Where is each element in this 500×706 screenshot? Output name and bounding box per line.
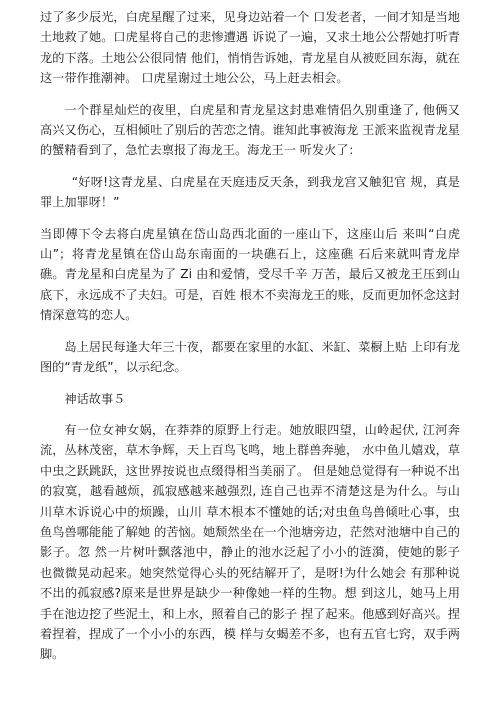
section-heading: 神话故事５ [64,391,126,406]
paragraph-3: 当即傅下令去将白虎星镇在岱山岛西北面的一座山下，这座山后 来叫“白虎山”；将青龙星镇在岱山岛东南面的一块礁石上，这座礁 石后来就叫青龙岸礁。青龙星和白虎星为了 Zi 由和爱情，受尽千辛 万苦，最后又被龙王压到山底下，永远成不了夫妇。可是，百姓 根木不卖海龙王的账，反而更加怀念这封情深意笃的恋人。 [40,226,460,323]
paragraph-1: 过了多少辰光，白虎星醒了过来，见身边站着一个 口发老者，一间才知是当地土地救了她。口虎星将自己的悲惨遭遇 诉说了一遍，又求土地公公帮她打听青龙的下落。土地公公很同情 他们，悄悄告诉她，青龙星自从被贬回东海，就在这一带作推潮神。 口虎星谢过土地公公，马上赶去相会。 [40,10,460,86]
quote-paragraph: “好呀!这青龙星、白虎星在天庭违反天条，到我龙宫又触犯官 规，真是罪上加罪呀！” [40,174,460,210]
paragraph-4: 岛上居民每逢大年三十夜，都要在家里的水缸、米缸、菜橱上贴 上印有龙图的“青龙纸”，以示纪念。 [40,339,460,375]
paragraph-5: 有一位女神女娲，在莽莽的原野上行走。她放眼四望，山岭起伏, 江河奔流，丛林茂密，草木争辉，天上百鸟飞鸣，地上群兽奔驰， 水中鱼儿嬉戏，草中虫之跃跳跃，这世界按说也点缀得相当美丽了。 但是她总觉得有一种说不出的寂寞，越看越烦，孤寂感越来越强烈, 连自己也弄不清楚这是为什么。与山川草木诉说心中的烦躁，山川 草木根本不懂她的话;对虫鱼鸟兽倾吐心事，虫鱼鸟兽哪能能了解她 的苦恼。她颓然坐在一个池塘旁边，茫然对池塘中自己的影子。忽 然一片树叶飘落池中，静止的池水泛起了小小的涟漪，使她的影子 也微微晃动起来。她突然觉得心头的死结解开了，是呀!为什么她会 有那种说不出的孤寂感?原来是世界是缺少一种像她一样的生物。想 到这儿，她马上用手在池边挖了些泥土，和上水，照着自己的影子 捏了起来。他感到好高兴。捏着捏着，捏成了一个小小的东西，模 样与女蝎差不多，也有五官七窍，双手两脚。 [40,422,460,662]
paragraph-2: 一个群星灿烂的夜里，白虎星和青龙星这封患难情侣久别重逢了, 他俩又高兴又伤心，互相倾吐了别后的苦恋之情。谁知此事被海龙 王派来监视青龙星的蟹精看到了，急忙去禀报了海龙王。海龙王一 听发火了： [40,102,460,158]
